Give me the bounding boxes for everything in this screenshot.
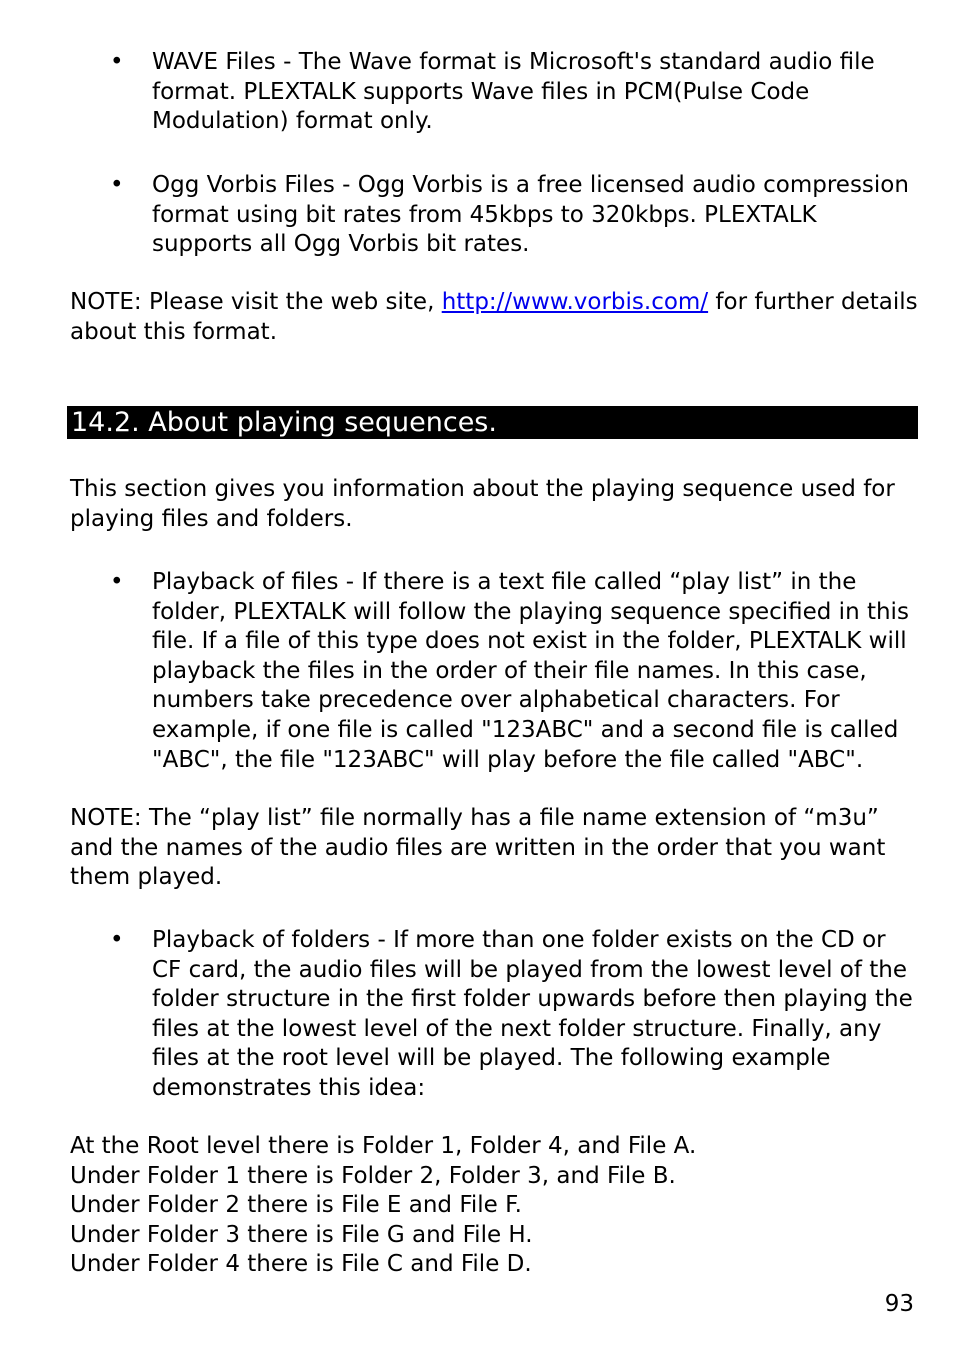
bullet-ogg-vorbis [110,171,920,260]
bullet-text: WAVE Files - The Wave format is Microsoft's standard audio file format. PLEXTALK supports Wave files in PCM(Pulse Code Modulation) format only. [152,49,875,135]
note-play-list: NOTE: The “play list” file normally has a file name extension of “m3u” and the names of the audio files are written in the order that you want them played. [70,805,886,891]
vorbis-link[interactable]: http://www.vorbis.com/ [441,289,709,315]
bullet-text: Playback of folders - If more than one folder exists on the CD or CF card, the audio files will be played from the lowest level of the folder structure in the first folder upwards before then playing the files at the lowest level of the next folder structure. Finally, any files at the root level will be played. The following example demonstrates this idea: [152,927,913,1101]
note-text-after: for further details about this format. [70,289,918,345]
bullet-marker: • [110,927,124,953]
folder-example [70,1132,920,1280]
bullet-playback-files [110,568,920,775]
note-text-before: NOTE: Please visit the web site, [70,289,442,315]
bullet-playback-folders [110,926,920,1104]
example-line: Under Folder 4 there is File C and File D. [70,1251,532,1278]
example-line: Under Folder 2 there is File E and File F. [70,1192,522,1219]
note-vorbis-website [70,288,920,347]
example-line: Under Folder 3 there is File G and File H. [70,1221,533,1248]
example-line: Under Folder 1 there is Folder 2, Folder 3, and File B. [70,1162,676,1189]
bullet-marker: • [110,172,124,198]
bullet-text: Ogg Vorbis Files - Ogg Vorbis is a free licensed audio compression format using bit rates from 45kbps to 320kbps. PLEXTALK supports all Ogg Vorbis bit rates. [152,172,909,258]
section-heading: 14.2. About playing sequences. [67,406,918,439]
bullet-wave-files [110,48,920,137]
bullet-marker: • [110,569,124,595]
section-intro: This section gives you information about the playing sequence used for playing files and folders. [70,476,895,532]
page-number: 93 [884,1291,914,1317]
bullet-text: Playback of files - If there is a text file called “play list” in the folder, PLEXTALK will follow the playing sequence specified in this file. If a file of this type does not exist in the folder, PLEXTALK will playback the files in the order of their file names. In this case, numbers take precedence over alphabetical characters. For example, if one file is called "123ABC" and a second file is called "ABC", the file "123ABC" will play before the file called "ABC". [152,569,909,773]
bullet-marker: • [110,49,124,75]
example-line: At the Root level there is Folder 1, Folder 4, and File A. [70,1133,697,1159]
